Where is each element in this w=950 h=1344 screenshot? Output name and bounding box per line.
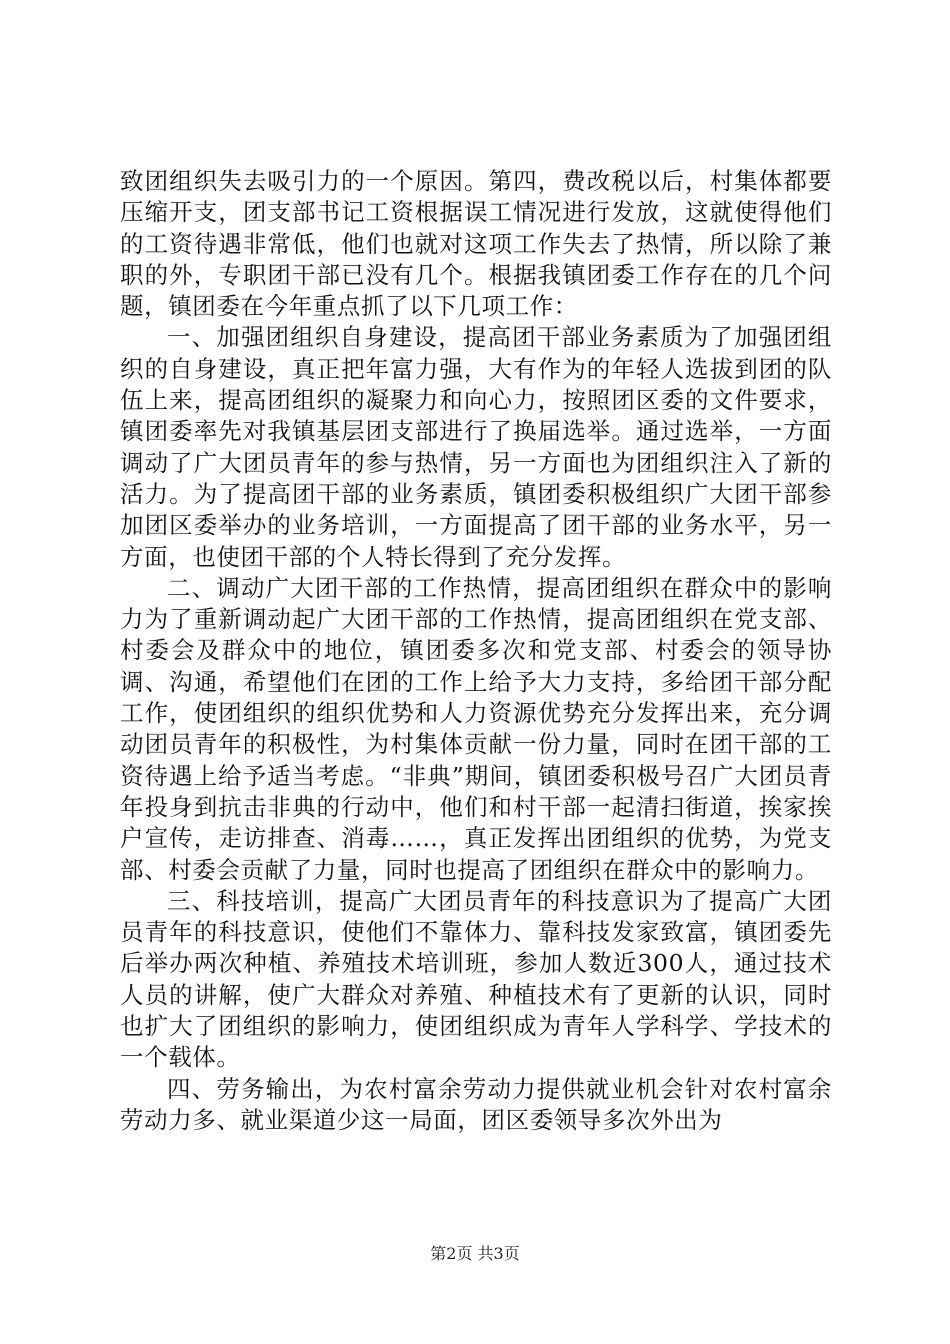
document-body	[120, 166, 832, 1136]
paragraph-5: 四、劳务输出，为农村富余劳动力提供就业机会针对农村富余劳动力多、就业渠道少这一局面，团区委领导多次外出为	[120, 1074, 832, 1134]
paragraph-4: 三、科技培训，提高广大团员青年的科技意识为了提高广大团员青年的科技意识，使他们不靠体力、靠科技发家致富，镇团委先后举办两次种植、养殖技术培训班，参加人数近300人，通过技术人员的讲解，使广大群众对养殖、种植技术有了更新的认识，同时也扩大了团组织的影响力，使团组织成为青年人学科学、学技术的一个载体。	[120, 886, 832, 1072]
paragraph-2: 一、加强团组织自身建设，提高团干部业务素质为了加强团组织的自身建设，真正把年富力强，大有作为的年轻人选拔到团的队伍上来，提高团组织的凝聚力和向心力，按照团区委的文件要求，镇团委率先对我镇基层团支部进行了换届选举。通过选举，一方面调动了广大团员青年的参与热情，另一方面也为团组织注入了新的活力。为了提高团干部的业务素质，镇团委积极组织广大团干部参加团区委举办的业务培训，一方面提高了团干部的业务水平，另一方面，也使团干部的个人特长得到了充分发挥。	[120, 323, 832, 571]
paragraph-3: 二、调动广大团干部的工作热情，提高团组织在群众中的影响力为了重新调动起广大团干部的工作热情，提高团组织在党支部、村委会及群众中的地位，镇团委多次和党支部、村委会的领导协调、沟通，希望他们在团的工作上给予大力支持，多给团干部分配工作，使团组织的组织优势和人力资源优势充分发挥出来，充分调动团员青年的积极性，为村集体贡献一份力量，同时在团干部的工资待遇上给予适当考虑。“非典”期间，镇团委积极号召广大团员青年投身到抗击非典的行动中，他们和村干部一起清扫街道，挨家挨户宣传，走访排查、消毒……，真正发挥出团组织的优势，为党支部、村委会贡献了力量，同时也提高了团组织在群众中的影响力。	[120, 573, 832, 884]
paragraph-1: 致团组织失去吸引力的一个原因。第四，费改税以后，村集体都要压缩开支，团支部书记工资根据误工情况进行发放，这就使得他们的工资待遇非常低，他们也就对这项工作失去了热情，所以除了兼职的外，专职团干部已没有几个。根据我镇团委工作存在的几个问题，镇团委在今年重点抓了以下几项工作：	[120, 167, 832, 321]
page-footer: 第2页 共3页	[430, 1244, 520, 1263]
